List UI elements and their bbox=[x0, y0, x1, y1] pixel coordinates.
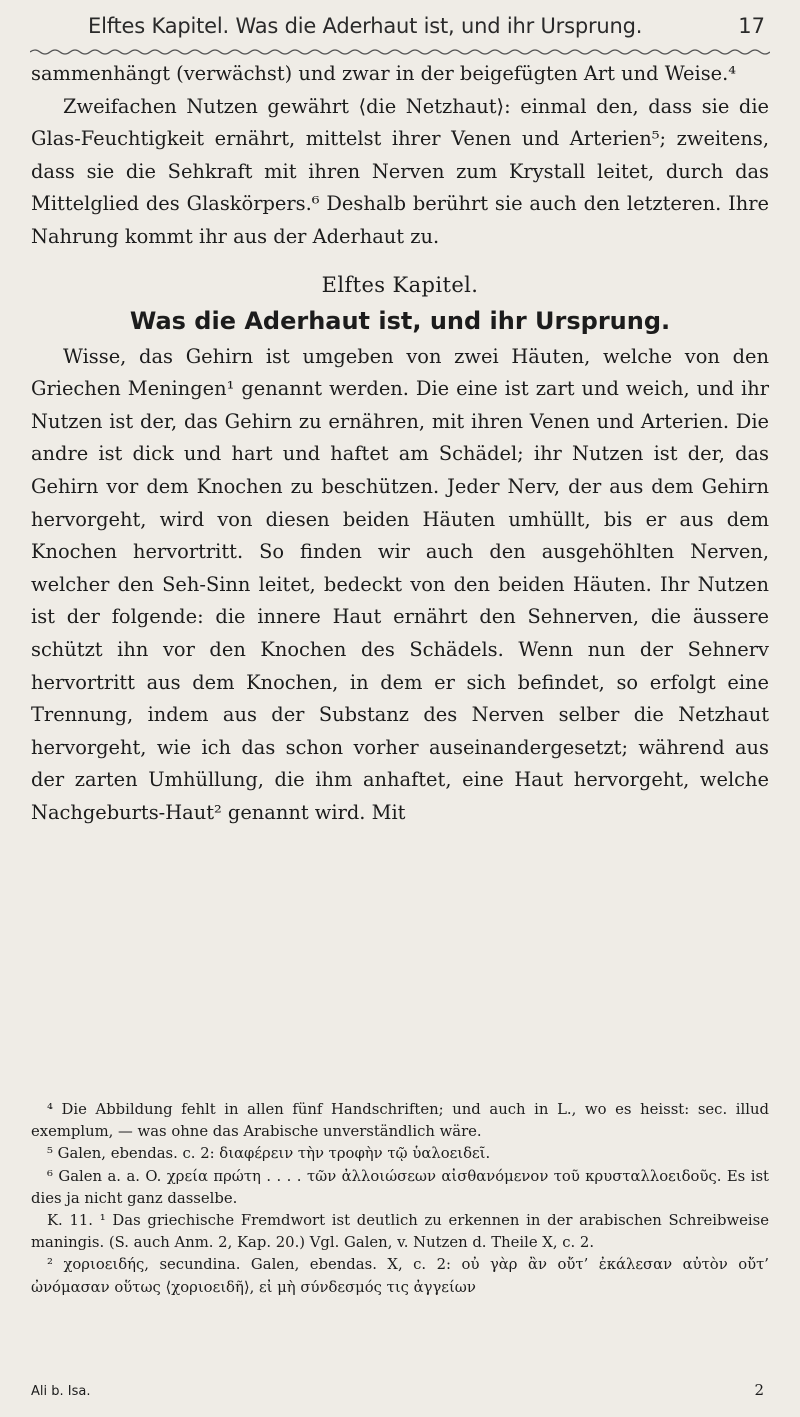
footnote-k11-1: K. 11. ¹ Das griechische Fremdwort ist deutlich zu erkennen in der arabischen Schreibweise maningis. (S. auch Anm. 2, Kap. 20.) Vgl. Galen, v. Nutzen d. Theile X, c. 2. bbox=[31, 1212, 769, 1252]
footnote-4: ⁴ Die Abbildung fehlt in allen fünf Handschriften; und auch in L., wo es heisst: sec. illud exemplum, — was ohne das Arabische unverständlich wäre. bbox=[31, 1101, 769, 1141]
footnote-k11-2: ² χοριοειδής, secundina. Galen, ebendas. X, c. 2: οὐ γὰρ ἂν οὔτ’ ἐκάλεσαν αὐτὸν οὔτ’ ὠνόμασαν οὕτως ⟨χοριοειδῆ⟩, εἰ μὴ σύνδεσμός τις ἀγγείων bbox=[31, 1256, 769, 1296]
paragraph-continuation: sammenhängt (verwächst) und zwar in der beigefügten Art und Weise.⁴ bbox=[31, 62, 737, 85]
chapter-title: Was die Aderhaut ist, und ihr Ursprung. bbox=[129, 306, 671, 335]
printer-signature: Ali b. Isa. bbox=[31, 1384, 91, 1399]
signature-mark: 2 bbox=[754, 1381, 764, 1399]
chapter-label: Elftes Kapitel. bbox=[321, 272, 479, 297]
footnotes bbox=[31, 1099, 769, 1299]
running-head-title: Elftes Kapitel. Was die Aderhaut ist, und ihr Ursprung. bbox=[88, 14, 643, 38]
running-head bbox=[30, 14, 765, 48]
paragraph-netzhaut-nutzen: Zweifachen Nutzen gewährt ⟨die Netzhaut⟩: einmal den, dass sie die Glas-Feuchtigkeit ernährt, mittelst ihrer Venen und Arterien⁵; zweitens, dass sie die Sehkraft mit ihren Nerven zum Krystall leitet, durch das Mittelglied des Glaskörpers.⁶ Deshalb berührt sie auch den letzteren. Ihre Nahrung kommt ihr aus der Aderhaut zu. bbox=[31, 94, 769, 248]
running-head-page-number: 17 bbox=[738, 14, 765, 38]
chapter-heading bbox=[31, 269, 769, 341]
wavy-rule-line bbox=[30, 50, 770, 54]
paragraph-meningen: Wisse, das Gehirn ist umgeben von zwei Häuten, welche von den Griechen Meningen¹ genannt werden. Die eine ist zart und weich, und ihr Nutzen ist der, das Gehirn zu ernähren, mit ihren Venen und Arterien. Die andre ist dick und hart und haftet am Schädel; ihr Nutzen ist der, das Gehirn vor dem Knochen zu beschützen. Jeder Nerv, der aus dem Gehirn hervorgeht, wird von diesen beiden Häuten umhüllt, bis er aus dem Knochen hervortritt. So finden wir auch den ausgehöhlten Nerven, welcher den Seh-Sinn leitet, bedeckt von den beiden Häuten. Ihr Nutzen ist der folgende: die innere Haut ernährt den Sehnerven, die äussere schützt ihn vor den Knochen des Schädels. Wenn nun der Sehnerv hervortritt aus dem Knochen, in dem er sich befindet, so erfolgt eine Trennung, indem aus der Substanz des Nerven selber die Netzhaut hervorgeht, wie ich das schon vorher auseinandergesetzt; während aus der zarten Umhüllung, die ihm anhaftet, eine Haut hervorgeht, welche Nachgeburts-Haut² genannt wird. Mit bbox=[31, 344, 769, 824]
footnote-5: ⁵ Galen, ebendas. c. 2: διαφέρειν τὴν τροφὴν τῷ ὑαλοειδεῖ. bbox=[47, 1145, 491, 1163]
ornamental-rule bbox=[30, 48, 770, 56]
footnote-6: ⁶ Galen a. a. O. χρεία πρώτη . . . . τῶν ἀλλοιώσεων αἰσθανόμενον τοῦ κρυσταλλοειδοῦς. Es ist dies ja nicht ganz dasselbe. bbox=[31, 1167, 769, 1207]
main-text bbox=[31, 58, 769, 829]
